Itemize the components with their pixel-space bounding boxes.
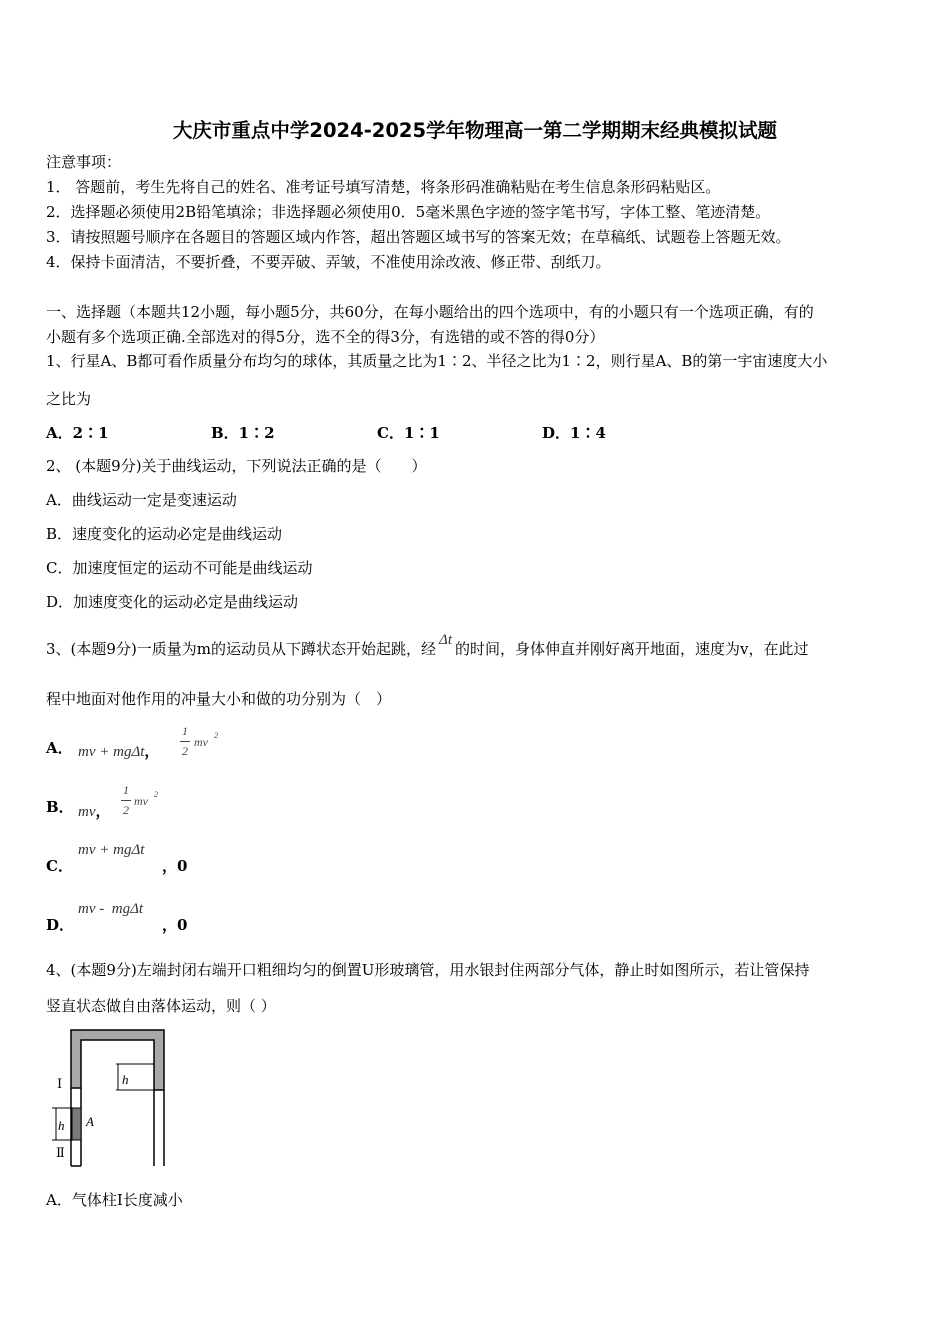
q3-delta-t: Δt — [439, 632, 453, 648]
q3-option-d-expr: mv - mgΔt — [78, 901, 144, 917]
q3-option-c-expr: mv + mgΔt — [78, 842, 145, 858]
q3-option-a-label: A． — [46, 739, 73, 757]
q3-option-b-sup: 2 — [154, 790, 158, 799]
q1-stem-cont: 之比为 — [46, 390, 92, 408]
q3-option-a-frac-num: 1 — [182, 724, 188, 738]
q2-option-d: D．加速度变化的运动必定是曲线运动 — [46, 593, 299, 611]
q3-option-b-expr: mv， — [78, 802, 111, 820]
q3-option-d-tail: ，0 — [162, 916, 188, 934]
label-h-left: h — [58, 1118, 65, 1133]
q2-option-a: A．曲线运动一定是变速运动 — [46, 491, 237, 509]
notice-heading: 注意事项： — [46, 153, 122, 171]
q3-stem-part2: 的时间，身体伸直并刚好离开地面，速度为v，在此过 — [455, 640, 809, 658]
q1-option-b: B．1∶2 — [211, 424, 275, 442]
label-gas-i: Ⅰ — [57, 1076, 63, 1091]
notice-item: 1． 答题前，考生先将自己的姓名、准考证号填写清楚，将条形码准确粘贴在考生信息条形码粘贴区。 — [46, 178, 721, 196]
u-tube-figure — [44, 1026, 184, 1176]
notice-item: 4．保持卡面清洁，不要折叠，不要弄破、弄皱，不准使用涂改液、修正带、刮纸刀。 — [46, 253, 611, 271]
notice-item: 2．选择题必须使用2B铅笔填涂；非选择题必须使用0．5毫米黑色字迹的签字笔书写，字体工整、笔迹清楚。 — [46, 203, 771, 221]
q3-option-b-label: B． — [46, 798, 74, 816]
label-a: A — [86, 1114, 94, 1129]
notice-item: 3．请按照题号顺序在各题目的答题区域内作答，超出答题区域书写的答案无效；在草稿纸、试题卷上答题无效。 — [46, 228, 791, 246]
q3-option-a-frac-tail: mv — [194, 735, 208, 749]
q3-stem-cont: 程中地面对他作用的冲量大小和做的功分别为（ ） — [46, 690, 392, 708]
q2-option-b: B．速度变化的运动必定是曲线运动 — [46, 525, 283, 543]
q3-option-b-frac-den: 2 — [123, 803, 129, 817]
q2-stem: 2、 (本题9分)关于曲线运动，下列说法正确的是（ ） — [46, 457, 427, 475]
q2-option-c: C．加速度恒定的运动不可能是曲线运动 — [46, 559, 313, 577]
page-title: 大庆市重点中学2024-2025学年物理高一第二学期期末经典模拟试题 — [172, 119, 778, 142]
q3-option-a-frac-den: 2 — [182, 744, 188, 758]
fraction-bar — [180, 741, 190, 742]
q3-option-b-frac-num: 1 — [123, 783, 129, 797]
section-intro: 一、选择题（本题共12小题，每小题5分，共60分，在每小题给出的四个选项中，有的小题只有一个选项正确，有的 — [46, 303, 814, 321]
q1-option-c: C．1∶1 — [377, 424, 440, 442]
q1-stem: 1、行星A、B都可看作质量分布均匀的球体，其质量之比为1∶2、半径之比为1∶2，则行星A、B的第一宇宙速度大小 — [46, 352, 828, 370]
q3-option-b-frac-tail: mv — [134, 794, 148, 808]
section-intro-cont: 小题有多个选项正确.全部选对的得5分，选不全的得3分，有选错的或不答的得0分） — [46, 328, 605, 346]
q3-stem-part1: 3、(本题9分)一质量为m的运动员从下蹲状态开始起跳，经 — [46, 640, 437, 658]
label-gas-ii: Ⅱ — [56, 1145, 65, 1160]
q4-stem-cont: 竖直状态做自由落体运动，则（ ） — [46, 997, 276, 1015]
q3-option-d-label: D． — [46, 916, 75, 934]
q3-option-c-tail: ，0 — [162, 857, 188, 875]
q1-option-a: A．2∶1 — [46, 424, 109, 442]
fraction-bar — [121, 800, 131, 801]
q3-option-c-label: C． — [46, 857, 73, 875]
q4-option-a: A．气体柱Ⅰ长度减小 — [46, 1191, 183, 1209]
q3-option-a-expr: mv + mgΔt， — [78, 742, 160, 760]
q3-option-a-sup: 2 — [214, 731, 218, 740]
q1-option-d: D．1∶4 — [542, 424, 606, 442]
q3-stem — [46, 632, 809, 660]
q4-stem: 4、(本题9分)左端封闭右端开口粗细均匀的倒置U形玻璃管，用水银封住两部分气体，静止时如图所示，若让管保持 — [46, 961, 810, 979]
mercury-column-a — [72, 1108, 81, 1140]
label-h-top: h — [122, 1072, 129, 1087]
